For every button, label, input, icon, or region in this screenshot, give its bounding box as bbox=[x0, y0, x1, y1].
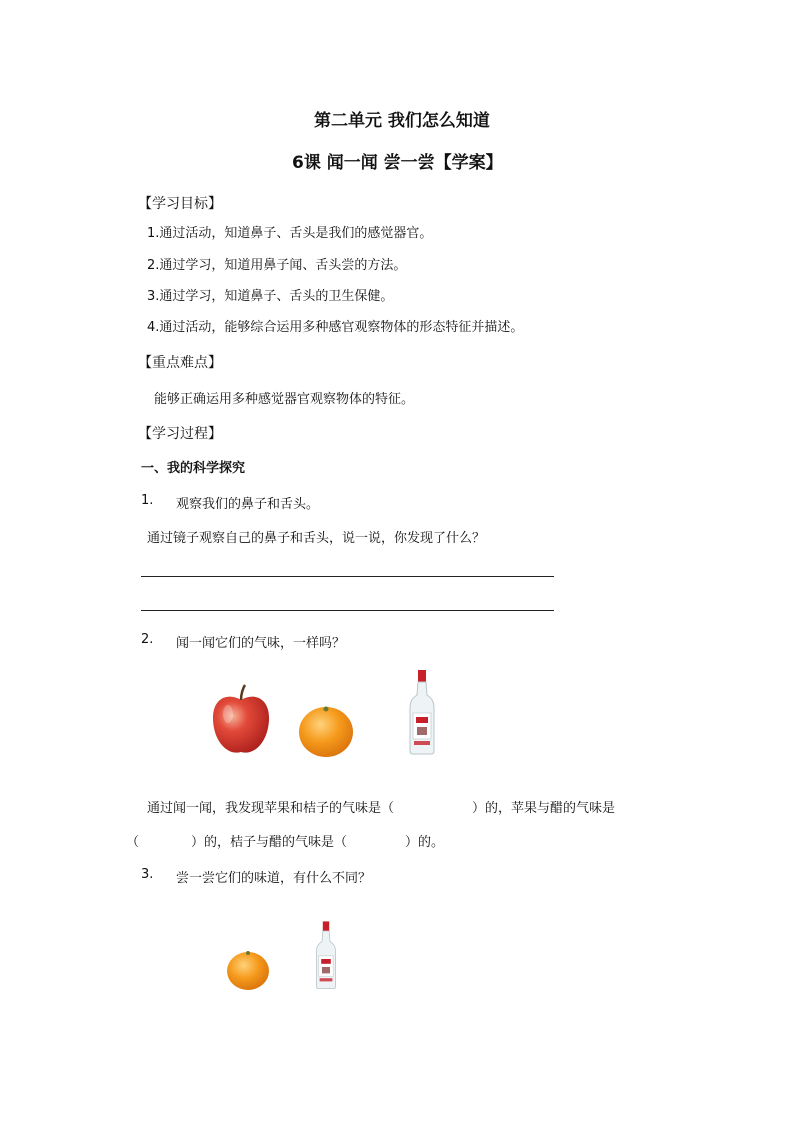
q3-text: 尝一尝它们的味道，有什么不同？ bbox=[176, 871, 372, 886]
q2-sentence-part-a: 通过闻一闻，我发现苹果和桔子的气味是（ bbox=[147, 801, 395, 816]
q1-prompt: 通过镜子观察自己的鼻子和舌头，说一说，你发现了什么？ bbox=[147, 531, 486, 546]
q1-number: 1. bbox=[141, 493, 154, 508]
q2-sentence-line2 bbox=[126, 831, 444, 850]
objective-item-3: 3.通过学习，知道鼻子、舌头的卫生保健。 bbox=[147, 289, 394, 304]
q2-text: 闻一闻它们的气味，一样吗？ bbox=[176, 636, 346, 651]
vinegar-bottle-image-small bbox=[314, 920, 338, 990]
q1-text: 观察我们的鼻子和舌头。 bbox=[176, 497, 320, 512]
objective-item-2: 2.通过学习，知道用鼻子闻、舌头尝的方法。 bbox=[147, 258, 407, 273]
process-heading: 【学习过程】 bbox=[138, 426, 222, 442]
objective-item-4: 4.通过活动，能够综合运用多种感官观察物体的形态特征并描述。 bbox=[147, 320, 524, 335]
objectives-heading: 【学习目标】 bbox=[138, 196, 222, 212]
answer-line-1[interactable] bbox=[141, 576, 554, 577]
objective-item-1: 1.通过活动，知道鼻子、舌头是我们的感觉器官。 bbox=[147, 226, 433, 241]
q3-number: 3. bbox=[141, 867, 154, 882]
q2-sentence-part-e: ）的。 bbox=[405, 835, 445, 850]
orange-image-small bbox=[225, 949, 271, 991]
vinegar-bottle-image bbox=[407, 669, 437, 755]
q2-sentence-line1 bbox=[147, 797, 615, 816]
apple-image bbox=[208, 684, 274, 758]
q2-number: 2. bbox=[141, 632, 154, 647]
key-points-text: 能够正确运用多种感觉器官观察物体的特征。 bbox=[154, 392, 415, 407]
q2-sentence-part-b: ）的，苹果与醋的气味是 bbox=[472, 801, 616, 816]
part1-heading: 一、我的科学探究 bbox=[141, 461, 246, 476]
key-points-heading: 【重点难点】 bbox=[138, 355, 222, 371]
q2-sentence-part-c: （ bbox=[126, 835, 140, 850]
unit-title: 第二单元 我们怎么知道 bbox=[314, 111, 490, 131]
q2-sentence-part-d: ）的，桔子与醋的气味是（ bbox=[191, 835, 348, 850]
answer-line-2[interactable] bbox=[141, 610, 554, 611]
lesson-title: 6课 闻一闻 尝一尝【学案】 bbox=[292, 153, 503, 173]
orange-image bbox=[297, 704, 355, 758]
